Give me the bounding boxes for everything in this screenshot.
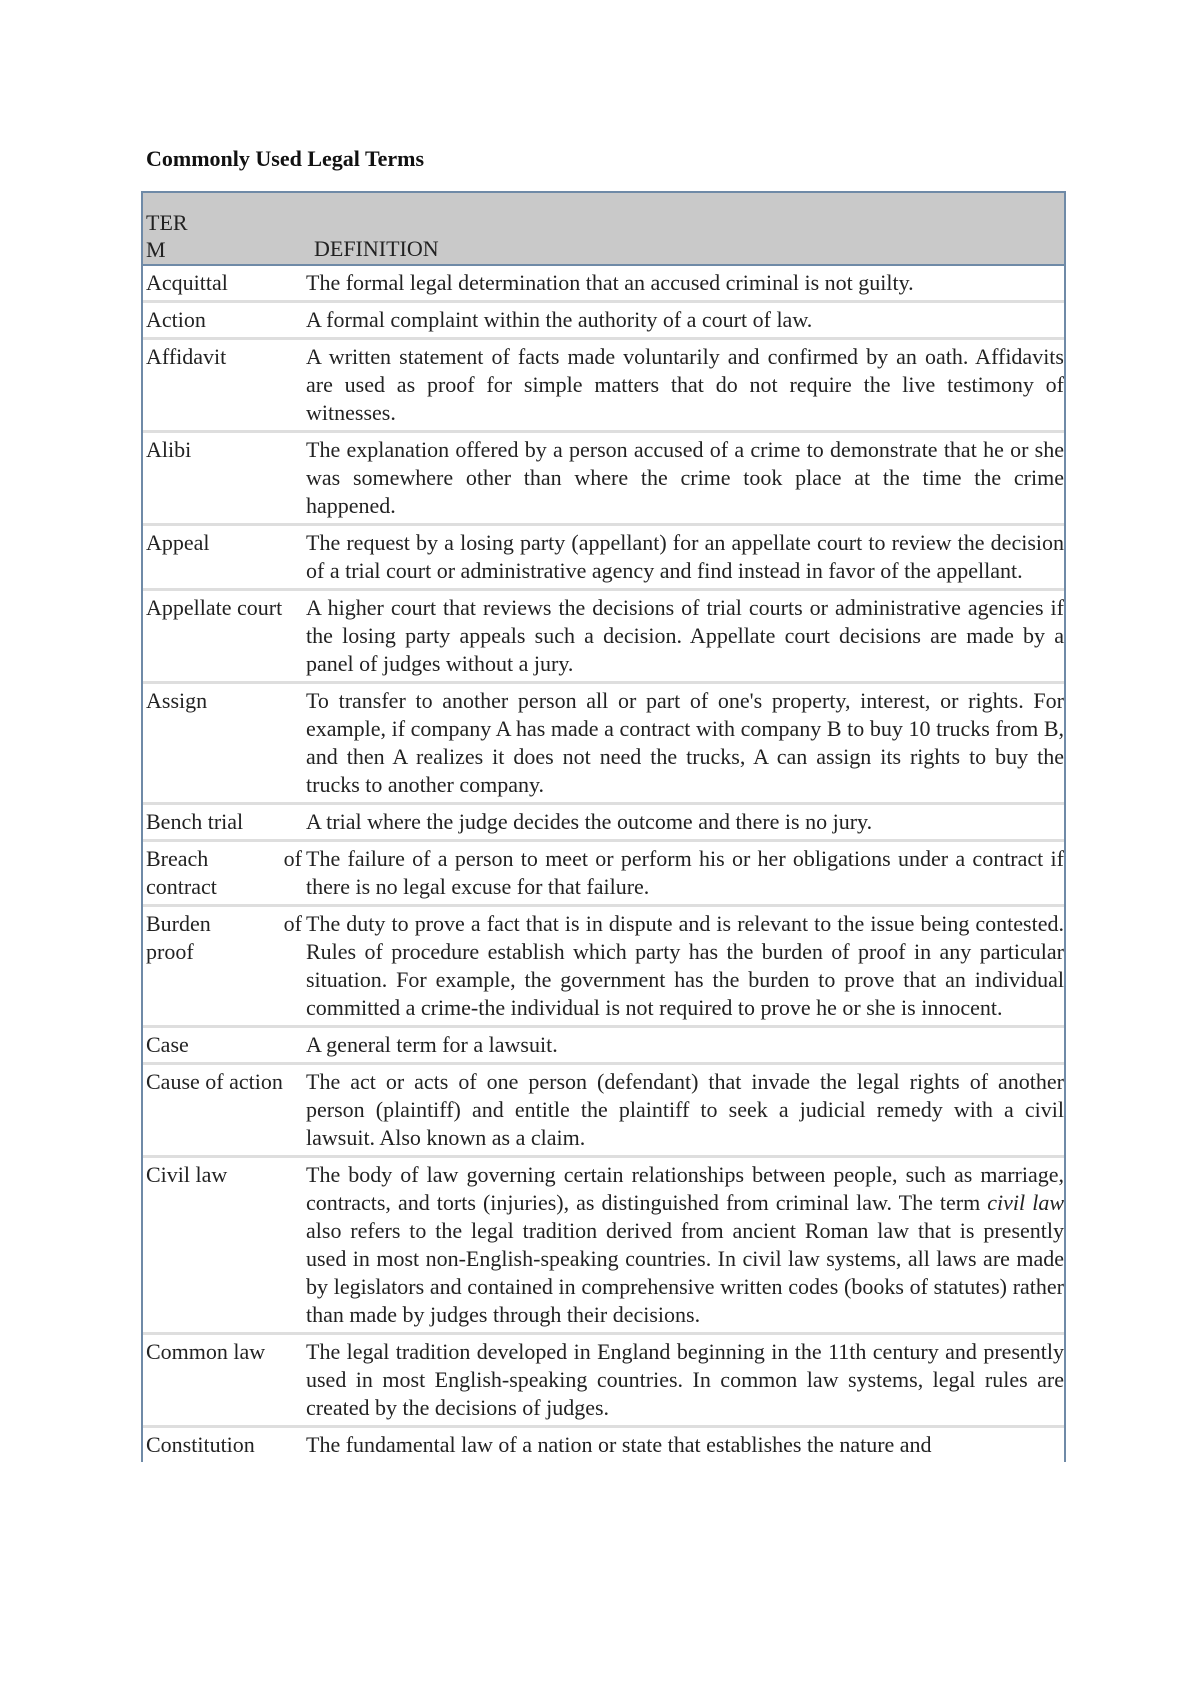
header-definition: DEFINITION	[314, 236, 439, 261]
definition-cell: The failure of a person to meet or perform his or her obligations under a contract if there is no legal excuse for that failure.	[306, 846, 1064, 899]
definition-cell: The explanation offered by a person accused of a crime to demonstrate that he or she was somewhere other than where the crime took place at the time the crime happened.	[306, 437, 1064, 518]
table-row	[143, 340, 1064, 433]
term-cell: Acquittal	[146, 270, 228, 295]
definition-cell: The fundamental law of a nation or state that establishes the nature and	[306, 1432, 932, 1457]
term-cell: Action	[146, 307, 206, 332]
term-cell: Case	[146, 1032, 189, 1057]
table-row	[143, 266, 1064, 303]
definition-text: The body of law governing certain relationships between people, such as marriage, contracts, and torts (injuries), as distinguished from criminal law. The term	[306, 1162, 1064, 1215]
term-word: of	[283, 911, 302, 936]
page-title: Commonly Used Legal Terms	[146, 146, 425, 171]
term-cell: Assign	[146, 688, 208, 713]
definition-cell: A general term for a lawsuit.	[306, 1032, 558, 1057]
table-row	[143, 842, 1064, 907]
legal-terms-table	[141, 191, 1066, 1462]
term-cell	[143, 910, 302, 1022]
definition-cell: The act or acts of one person (defendant) that invade the legal rights of another person (plaintiff) and entitle the plaintiff to seek a judicial remedy with a civil lawsuit. Also known as a claim.	[306, 1069, 1064, 1150]
term-cell: Appellate court	[146, 595, 283, 620]
definition-cell: A written statement of facts made voluntarily and confirmed by an oath. Affidavits are used as proof for simple matters that do not require the live testimony of witnesses.	[306, 344, 1064, 425]
table-row	[143, 303, 1064, 340]
table-row	[143, 1065, 1064, 1158]
table-row	[143, 1335, 1064, 1428]
definition-cell: The legal tradition developed in England beginning in the 11th century and presently used in most English-speaking countries. In common law systems, legal rules are created by the decisions of judges.	[306, 1339, 1064, 1420]
definition-cell	[302, 1161, 1064, 1329]
table-row	[143, 805, 1064, 842]
table-row	[143, 907, 1064, 1028]
definition-cell: A formal complaint within the authority of a court of law.	[306, 307, 813, 332]
term-first-line	[146, 910, 302, 938]
term-word: Breach	[146, 846, 209, 871]
header-term: TERM	[146, 210, 188, 262]
table-row	[143, 591, 1064, 684]
term-cell: Affidavit	[146, 344, 227, 369]
table-row	[143, 684, 1064, 805]
table-header	[141, 191, 1066, 266]
table-row	[143, 1028, 1064, 1065]
table-body	[141, 266, 1066, 1462]
term-word: of	[283, 846, 302, 871]
definition-cell: A higher court that reviews the decisions of trial courts or administrative agencies if the losing party appeals such a decision. Appellate court decisions are made by a panel of judges without a jury.	[306, 595, 1064, 676]
definition-cell: A trial where the judge decides the outcome and there is no jury.	[306, 809, 873, 834]
definition-cell: The formal legal determination that an accused criminal is not guilty.	[306, 270, 914, 295]
term-cell: Constitution	[146, 1432, 255, 1457]
term-cell	[143, 845, 302, 901]
term-cell: Appeal	[146, 530, 210, 555]
term-cell: Alibi	[146, 437, 192, 462]
term-second-line: proof	[146, 939, 194, 964]
table-row	[143, 1158, 1064, 1335]
term-cell: Bench trial	[146, 809, 244, 834]
definition-cell: The request by a losing party (appellant) for an appellate court to review the decision of a trial court or administrative agency and find instead in favor of the appellant.	[306, 530, 1064, 583]
term-first-line	[146, 845, 302, 873]
definition-cell: To transfer to another person all or part of one's property, interest, or rights. For example, if company A has made a contract with company B to buy 10 trucks from B, and then A realizes it does not need the trucks, A can assign its rights to buy the trucks to another company.	[306, 688, 1064, 797]
term-word: Burden	[146, 911, 211, 936]
definition-cell: The duty to prove a fact that is in dispute and is relevant to the issue being contested. Rules of procedure establish which party has the burden of proof in any particular situation. For example, the government has the burden to prove that an individual committed a crime-the individual is not required to prove he or she is innocent.	[306, 911, 1064, 1020]
definition-italic-term: civil law	[987, 1190, 1064, 1215]
term-cell: Common law	[146, 1339, 266, 1364]
definition-text: also refers to the legal tradition derived from ancient Roman law that is presently used in most non-English-speaking countries. In civil law systems, all laws are made by legislators and contained in comprehensive written codes (books of statutes) rather than made by judges through their decisions.	[306, 1218, 1064, 1327]
term-cell: Cause of action	[146, 1069, 283, 1094]
table-row	[143, 433, 1064, 526]
table-row	[143, 526, 1064, 591]
term-second-line: contract	[146, 874, 217, 899]
term-cell: Civil law	[146, 1162, 228, 1187]
table-row	[143, 1428, 1064, 1462]
